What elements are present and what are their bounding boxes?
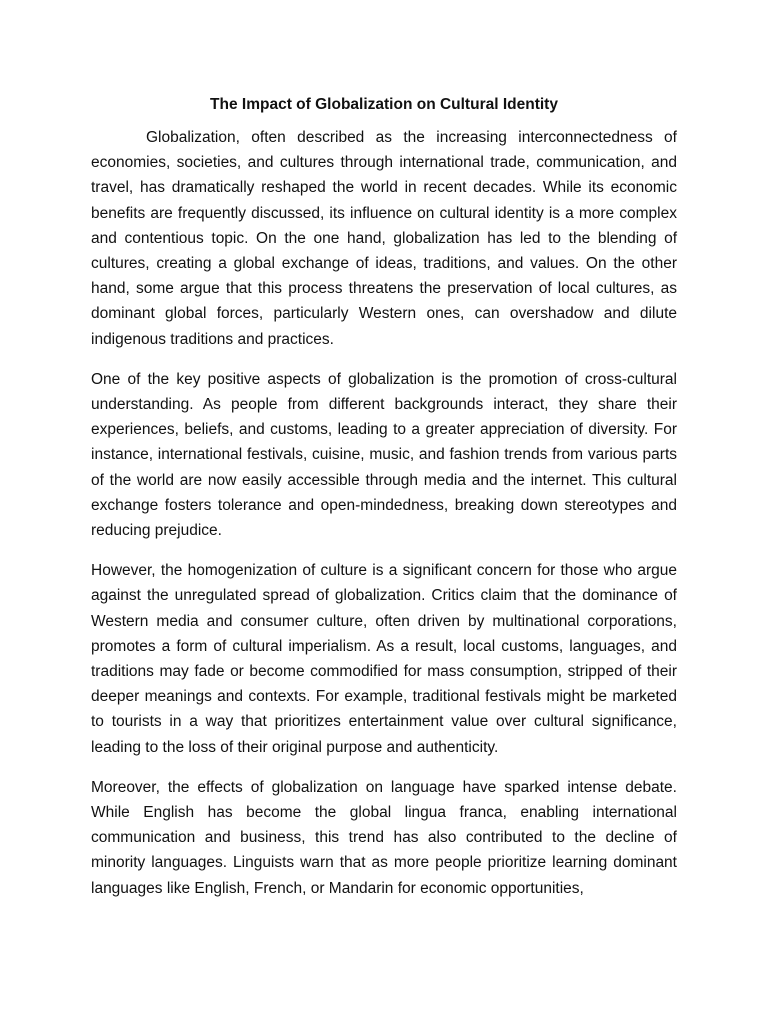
paragraph-language: Moreover, the effects of globalization on language have sparked intense debate. While English has become the global lingua franca, enabling international communication and business, this trend has also contributed to the decline of minority languages. Linguists warn that as more people prioritize learning dominant languages like English, French, or Mandarin for economic opportunities, [91, 778, 677, 897]
paragraph-intro: Globalization, often described as the increasing interconnectedness of economies, societies, and cultures through international trade, communication, and travel, has dramatically reshaped the world in recent decades. While its economic benefits are frequently discussed, its influence on cultural identity is a more complex and contentious topic. On the one hand, globalization has led to the blending of cultures, creating a global exchange of ideas, traditions, and values. On the other hand, some argue that this process threatens the preservation of local cultures, as dominant global forces, particularly Western ones, can overshadow and dilute indigenous traditions and practices. [91, 129, 677, 348]
paragraph-cross-cultural: One of the key positive aspects of globalization is the promotion of cross-cultural understanding. As people from different backgrounds interact, they share their experiences, beliefs, and customs, leading to a greater appreciation of diversity. For instance, international festivals, cuisine, music, and fashion trends from various parts of the world are now easily accessible through media and the internet. This cultural exchange fosters tolerance and open-mindedness, breaking down stereotypes and reducing prejudice. [91, 370, 677, 540]
paragraph-homogenization: However, the homogenization of culture is a significant concern for those who argue against the unregulated spread of globalization. Critics claim that the dominance of Western media and consumer culture, often driven by multinational corporations, promotes a form of cultural imperialism. As a result, local customs, languages, and traditions may fade or become commodified for mass consumption, stripped of their deeper meanings and contexts. For example, traditional festivals might be marketed to tourists in a way that prioritizes entertainment value over cultural significance, leading to the loss of their original purpose and authenticity. [91, 562, 677, 756]
document-title: The Impact of Globalization on Cultural Identity [210, 96, 558, 113]
